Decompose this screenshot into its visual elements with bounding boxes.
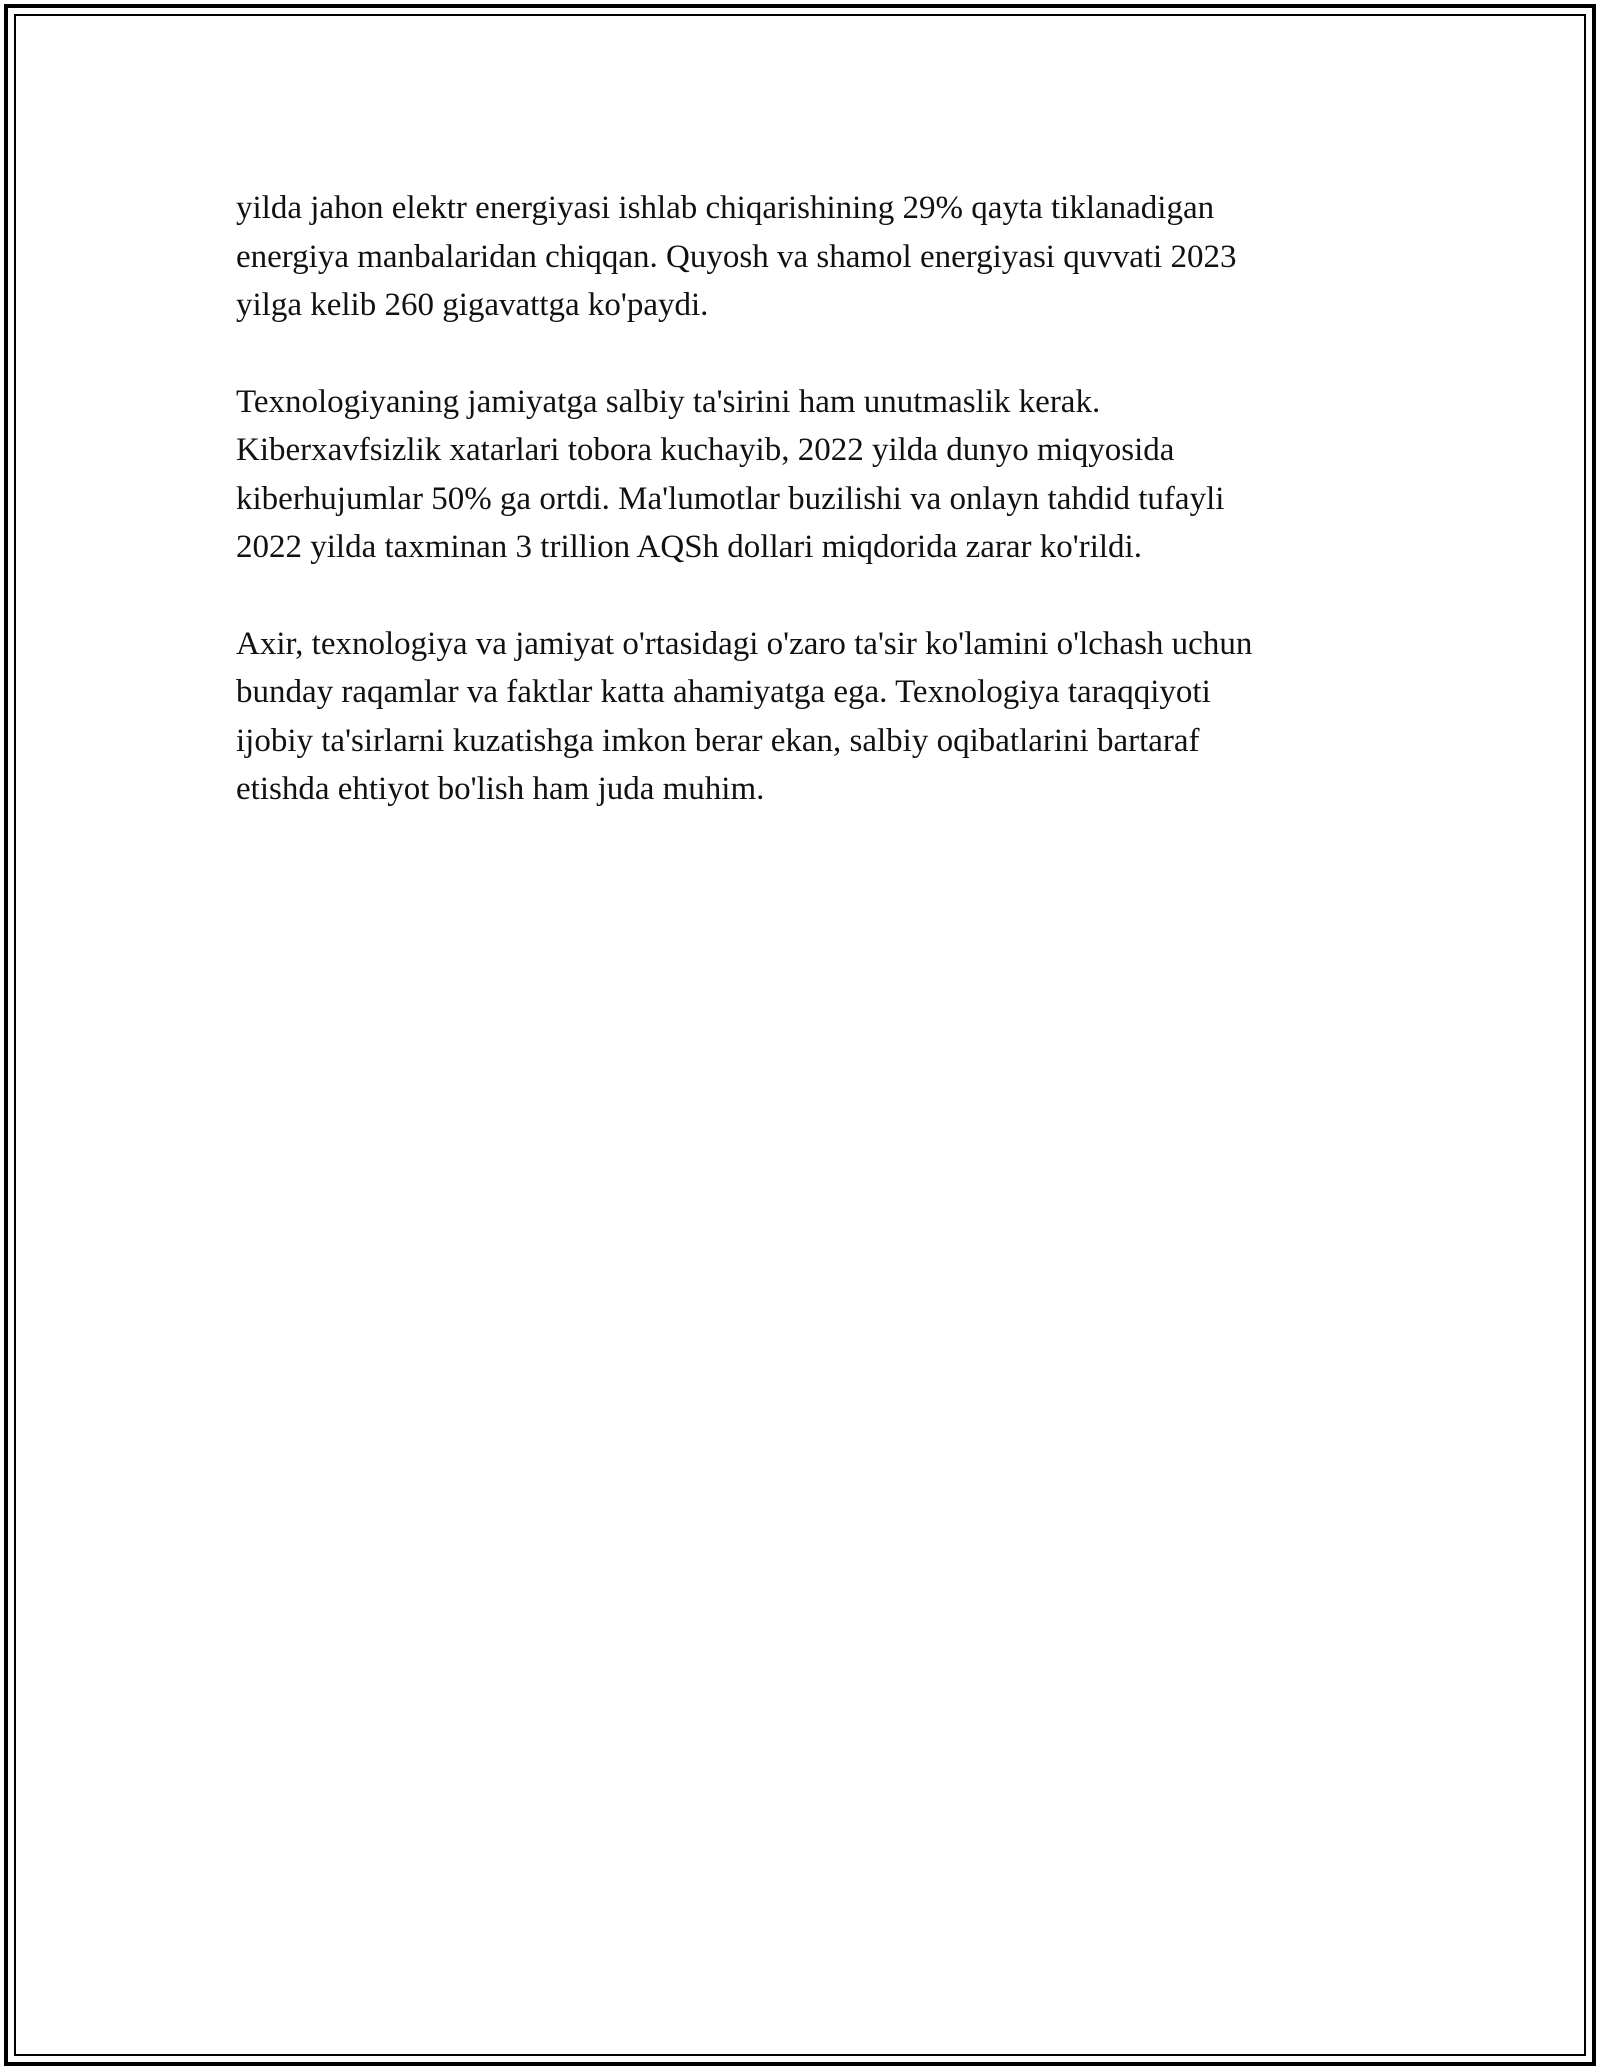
paragraph-renewable-energy: yilda jahon elektr energiyasi ishlab chiqarishining 29% qayta tiklanadigan energiya manbalaridan chiqqan. Quyosh va shamol energiyasi quvvati 2023 yilga kelib 260 gigavattga ko'paydi.: [236, 190, 1237, 323]
paragraph-cybersecurity: Texnologiyaning jamiyatga salbiy ta'sirini ham unutmaslik kerak. Kiberxavfsizlik xatarlari tobora kuchayib, 2022 yilda dunyo miqyosida kiberhujumlar 50% ga ortdi. Ma'lumotlar buzilishi va onlayn tahdid tufayli 2022 yilda taxminan 3 trillion AQSh dollari miqdorida zarar ko'rildi.: [236, 383, 1225, 565]
paragraph-conclusion: Axir, texnologiya va jamiyat o'rtasidagi o'zaro ta'sir ko'lamini o'lchash uchun bunday raqamlar va faktlar katta ahamiyatga ega. Texnologiya taraqqiyoti ijobiy ta'sirlarni kuzatishga imkon berar ekan, salbiy oqibatlarini bartaraf etishda ehtiyot bo'lish ham juda muhim.: [236, 625, 1253, 807]
document-body: [236, 184, 1416, 862]
